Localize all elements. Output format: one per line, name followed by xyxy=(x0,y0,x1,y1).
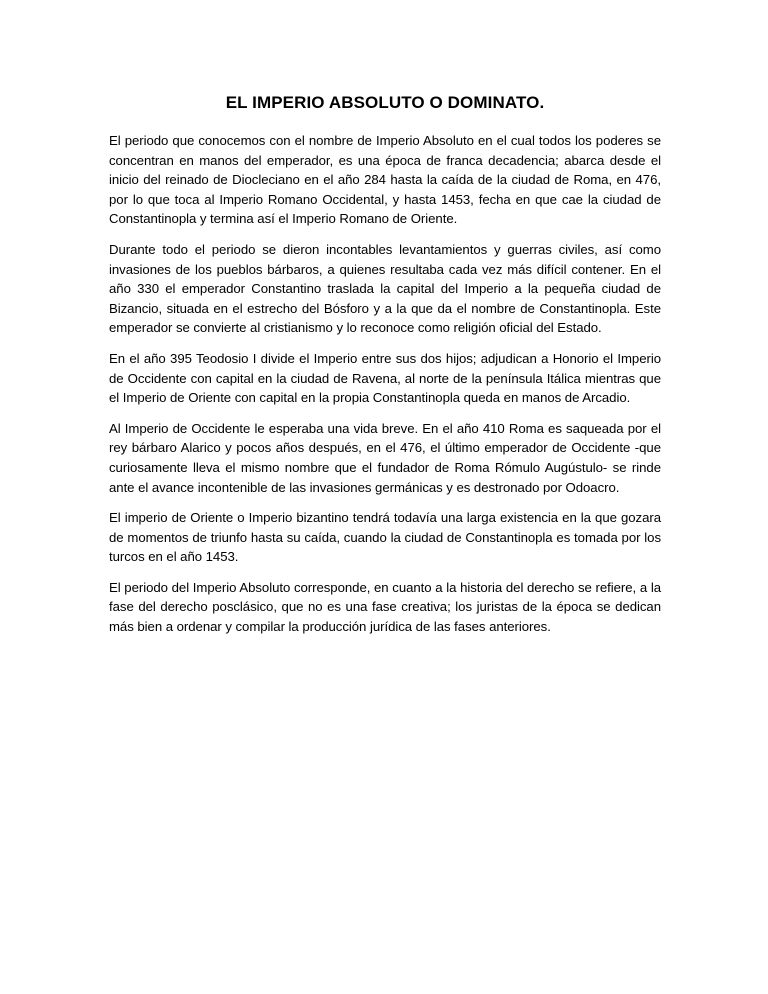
paragraph-2: Durante todo el periodo se dieron incontables levantamientos y guerras civiles, así como invasiones de los pueblos bárbaros, a quienes resultaba cada vez más difícil contener. En el año 330 el emperador Constantino traslada la capital del Imperio a la pequeña ciudad de Bizancio, situada en el estrecho del Bósforo y a la que da el nombre de Constantinopla. Este emperador se convierte al cristianismo y lo reconoce como religión oficial del Estado. xyxy=(109,241,661,336)
paragraph-3: En el año 395 Teodosio I divide el Imperio entre sus dos hijos; adjudican a Honorio el Imperio de Occidente con capital en la ciudad de Ravena, al norte de la península Itálica mientras que el Imperio de Oriente con capital en la propia Constantinopla queda en manos de Arcadio. xyxy=(109,350,661,406)
paragraph-1: El periodo que conocemos con el nombre de Imperio Absoluto en el cual todos los poderes se concentran en manos del emperador, es una época de franca decadencia; abarca desde el inicio del reinado de Diocleciano en el año 284 hasta la caída de la ciudad de Roma, en 476, por lo que toca al Imperio Romano Occidental, y hasta 1453, fecha en que cae la ciudad de Constantinopla y termina así el Imperio Romano de Oriente. xyxy=(109,133,661,227)
document-title: EL IMPERIO ABSOLUTO O DOMINATO. xyxy=(225,93,545,112)
paragraph-5: El imperio de Oriente o Imperio bizantino tendrá todavía una larga existencia en la que gozara de momentos de triunfo hasta su caída, cuando la ciudad de Constantinopla es tomada por los turcos en el año 1453. xyxy=(109,510,661,565)
paragraph-6: El periodo del Imperio Absoluto corresponde, en cuanto a la historia del derecho se refiere, a la fase del derecho posclásico, que no es una fase creativa; los juristas de la época se dedican más bien a ordenar y compilar la producción jurídica de las fases anteriores. xyxy=(109,579,661,635)
paragraph-4: Al Imperio de Occidente le esperaba una vida breve. En el año 410 Roma es saqueada por el rey bárbaro Alarico y pocos años después, en el 476, el último emperador de Occidente -que curiosamente lleva el mismo nombre que el fundador de Roma Rómulo Augústulo- se rinde ante el avance incontenible de las invasiones germánicas y es destronado por Odoacro. xyxy=(109,420,661,495)
